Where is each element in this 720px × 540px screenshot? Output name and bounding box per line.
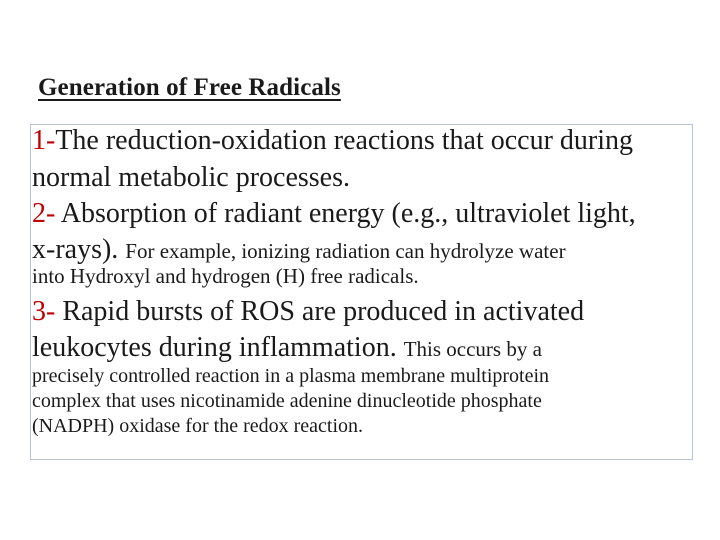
- point-1-number: 1: [32, 125, 46, 156]
- point-3-line-4: complex that uses nicotinamide adenine dinucleotide phosphate: [32, 390, 542, 412]
- point-2-line-2: [32, 236, 566, 264]
- point-1-separator: -: [46, 125, 56, 156]
- point-1-text: The reduction-oxidation reactions that occur during: [55, 125, 634, 156]
- point-2-line-3: into Hydroxyl and hydrogen (H) free radicals.: [32, 264, 419, 288]
- point-1-line-2: normal metabolic processes.: [32, 162, 351, 193]
- point-3-text: Rapid bursts of ROS are produced in activated: [62, 296, 585, 327]
- point-3-line-1: [32, 298, 584, 326]
- point-3-line-2: [32, 334, 542, 362]
- point-2-text: Absorption of radiant energy (e.g., ultraviolet light,: [60, 198, 636, 229]
- point-2-number: 2: [32, 198, 46, 229]
- point-2-line-2-small: For example, ionizing radiation can hydrolyze water: [125, 239, 566, 263]
- point-2-line-2-main: x-rays).: [32, 234, 126, 265]
- point-3-line-3: precisely controlled reaction in a plasma membrane multiprotein: [32, 365, 550, 387]
- point-1-line-1: [32, 127, 633, 155]
- point-3-separator: -: [46, 296, 63, 327]
- point-3-line-5: (NADPH) oxidase for the redox reaction.: [32, 415, 364, 437]
- point-3-line-2-small: This occurs by a: [403, 337, 542, 361]
- slide-title: Generation of Free Radicals: [38, 74, 341, 101]
- point-3-number: 3: [32, 296, 46, 327]
- point-3-line-2-main: leukocytes during inflammation.: [32, 332, 404, 363]
- point-2-separator: -: [46, 198, 61, 229]
- point-2-line-1: [32, 200, 636, 228]
